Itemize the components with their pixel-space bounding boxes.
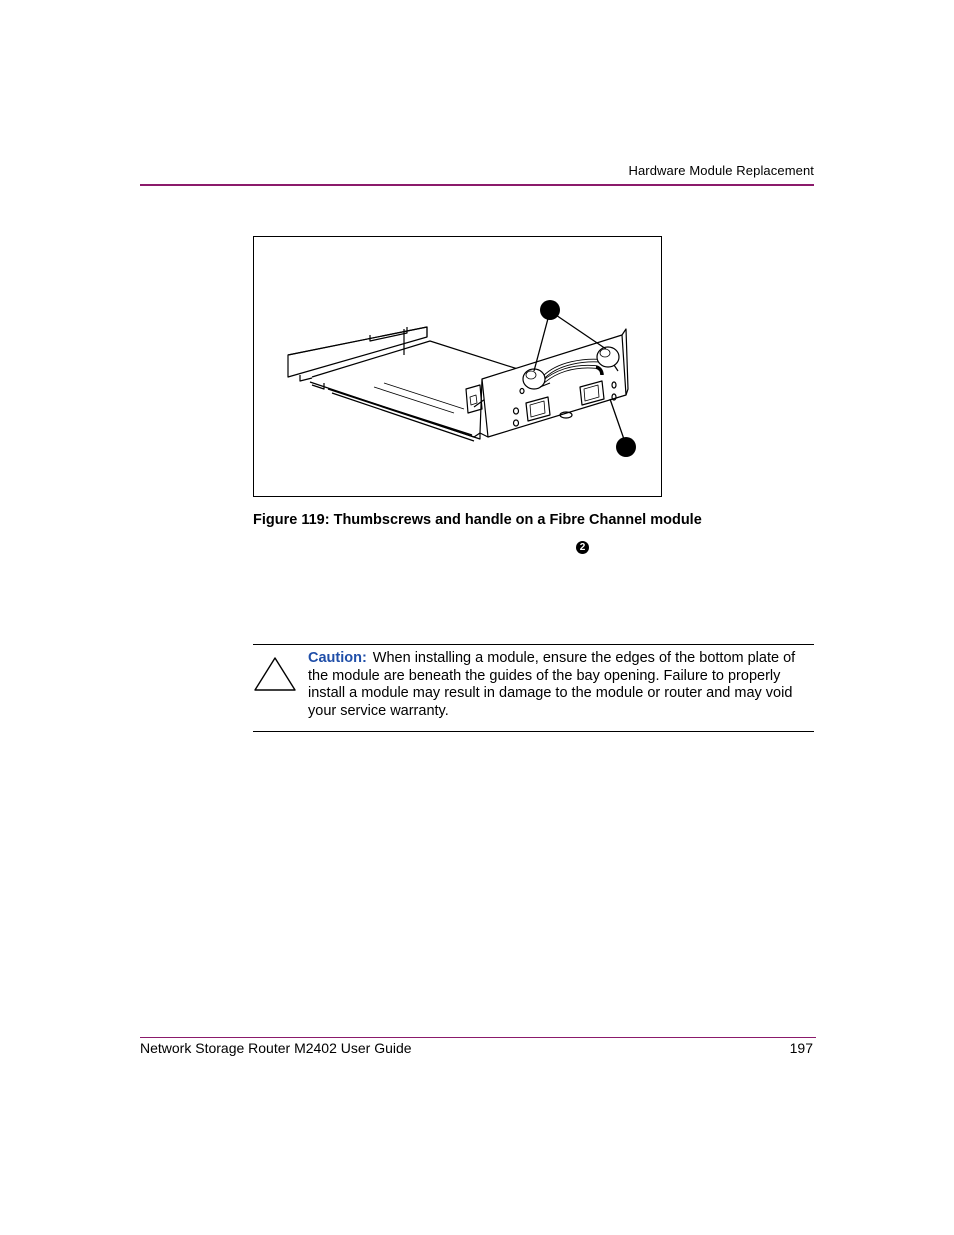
header-rule bbox=[140, 184, 814, 186]
caution-body: When installing a module, ensure the edges of the bottom plate of the module are beneath the guides of the bay opening. Failure to properly install a module may result in damage to the module or router and may void your service warranty. bbox=[308, 650, 796, 719]
figure-caption: Figure 119: Thumbscrews and handle on a Fibre Channel module bbox=[253, 512, 702, 528]
caution-top-rule bbox=[253, 644, 814, 645]
caution-note bbox=[308, 650, 810, 720]
caution-triangle-icon bbox=[253, 656, 297, 692]
footer-guide-title: Network Storage Router M2402 User Guide bbox=[140, 1040, 412, 1056]
page-number: 197 bbox=[789, 1040, 813, 1056]
fibre-channel-module-illustration bbox=[254, 237, 663, 498]
caution-label: Caution: bbox=[308, 650, 367, 666]
callout-number-glyph: 2 bbox=[576, 541, 589, 554]
callout-bubble-2 bbox=[616, 437, 636, 457]
callout-bubble-1 bbox=[540, 300, 560, 320]
caution-bottom-rule bbox=[253, 731, 814, 732]
figure-frame bbox=[253, 236, 662, 497]
running-header: Hardware Module Replacement bbox=[628, 163, 814, 178]
footer-rule bbox=[140, 1037, 816, 1038]
